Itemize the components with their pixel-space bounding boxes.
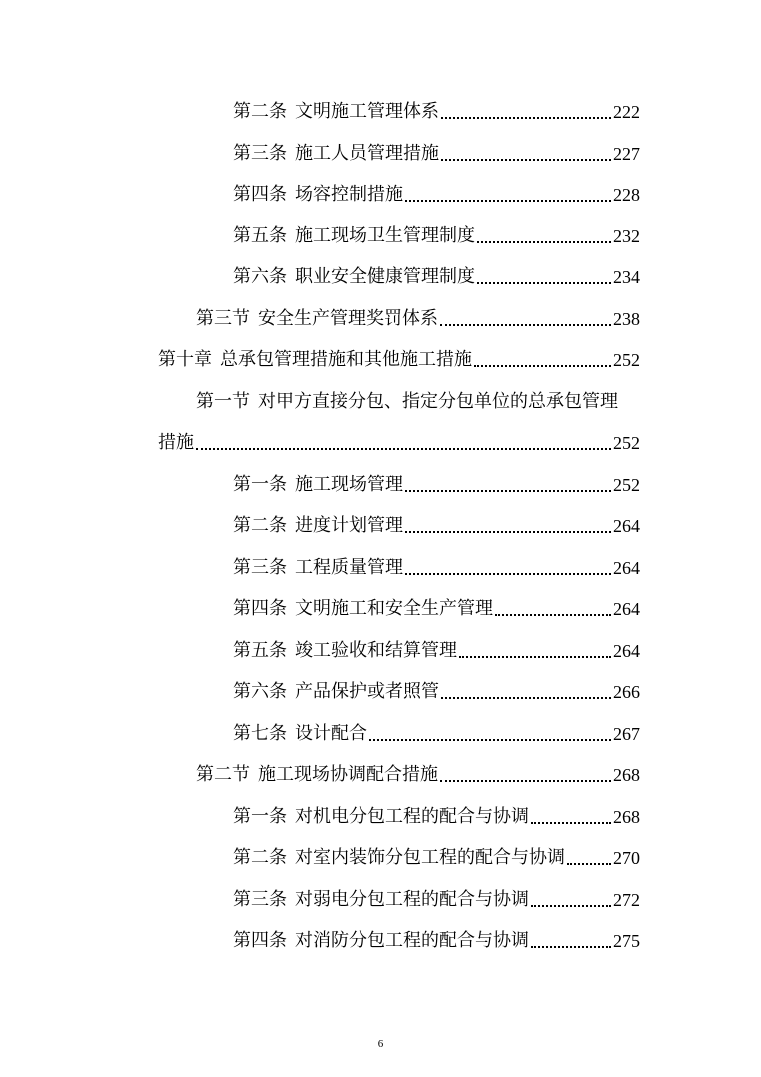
toc-entry-page: 227 [613, 144, 640, 164]
dot-leader [531, 822, 611, 824]
dot-leader [477, 282, 611, 284]
toc-entry-page: 275 [613, 931, 640, 951]
toc-entry-number: 第一节 [196, 391, 250, 412]
toc-entry[interactable] [233, 591, 640, 621]
toc-entry[interactable] [233, 840, 640, 870]
toc-entry-title: 对甲方直接分包、指定分包单位的总承包管理 [258, 391, 618, 412]
toc-entry-number: 第二条 [233, 101, 287, 122]
toc-entry[interactable] [233, 508, 640, 538]
dot-leader [495, 614, 611, 616]
toc-entry[interactable] [233, 259, 640, 289]
toc-entry-page: 228 [613, 185, 640, 205]
toc-entry-title: 施工人员管理措施 [295, 143, 439, 164]
dot-leader [405, 573, 611, 575]
toc-entry-title: 对室内装饰分包工程的配合与协调 [295, 847, 565, 868]
toc-entry-page: 266 [613, 682, 640, 702]
toc-entry-title: 工程质量管理 [295, 557, 403, 578]
dot-leader [405, 200, 611, 202]
toc-entry[interactable] [233, 882, 640, 912]
toc-entry-title: 对弱电分包工程的配合与协调 [295, 889, 529, 910]
toc-entry-page: 272 [613, 890, 640, 910]
toc-entry-page: 270 [613, 848, 640, 868]
toc-entry-number: 第五条 [233, 225, 287, 246]
toc-entry-title: 场容控制措施 [295, 184, 403, 205]
toc-entry-page: 238 [613, 309, 640, 329]
toc-entry[interactable] [233, 799, 640, 829]
toc-entry-number: 第四条 [233, 598, 287, 619]
dot-leader [405, 531, 611, 533]
toc-entry[interactable] [233, 716, 640, 746]
toc-entry-page: 264 [613, 516, 640, 536]
dot-leader [196, 448, 611, 450]
toc-entry-number: 第一条 [233, 806, 287, 827]
toc-entry-page: 267 [613, 724, 640, 744]
toc-entry[interactable] [233, 467, 640, 497]
toc-entry-continuation[interactable] [158, 425, 640, 455]
toc-entry-page: 264 [613, 641, 640, 661]
toc-entry-title: 设计配合 [295, 723, 367, 744]
toc-entry-number: 第七条 [233, 723, 287, 744]
dot-leader [440, 780, 611, 782]
dot-leader [441, 117, 611, 119]
toc-entry-page: 252 [613, 433, 640, 453]
toc-entry-title: 职业安全健康管理制度 [295, 266, 475, 287]
toc-entry-number: 第三条 [233, 889, 287, 910]
toc-entry-title: 文明施工管理体系 [295, 101, 439, 122]
toc-entry-title: 对消防分包工程的配合与协调 [295, 930, 529, 951]
dot-leader [459, 656, 611, 658]
dot-leader [441, 159, 611, 161]
toc-entry-page: 252 [613, 350, 640, 370]
toc-entry[interactable] [233, 674, 640, 704]
toc-entry-number: 第四条 [233, 184, 287, 205]
toc-entry[interactable] [233, 923, 640, 953]
toc-entry-page: 264 [613, 599, 640, 619]
toc-entry-number: 第十章 [158, 349, 212, 370]
toc-entry-title-continuation: 措施 [158, 432, 194, 453]
dot-leader [531, 905, 611, 907]
toc-entry-page: 268 [613, 765, 640, 785]
toc-entry-page: 268 [613, 807, 640, 827]
toc-entry-title: 对机电分包工程的配合与协调 [295, 806, 529, 827]
toc-entry-title: 施工现场卫生管理制度 [295, 225, 475, 246]
toc-entry-title: 产品保护或者照管 [295, 681, 439, 702]
toc-entry-title: 施工现场管理 [295, 474, 403, 495]
toc-entry-number: 第一条 [233, 474, 287, 495]
toc-entry-number: 第二条 [233, 847, 287, 868]
toc-entry-title: 竣工验收和结算管理 [295, 640, 457, 661]
toc-entry-number: 第三节 [196, 308, 250, 329]
page-number: 6 [377, 1038, 384, 1050]
toc-entry[interactable] [196, 757, 640, 787]
toc-entry-number: 第四条 [233, 930, 287, 951]
toc-entry-number: 第二条 [233, 515, 287, 536]
toc-entry-page: 232 [613, 226, 640, 246]
dot-leader [477, 241, 611, 243]
toc-entry-number: 第三条 [233, 143, 287, 164]
toc-entry[interactable] [233, 633, 640, 663]
toc-entry-number: 第六条 [233, 681, 287, 702]
toc-entry-title: 总承包管理措施和其他施工措施 [220, 349, 472, 370]
toc-entry[interactable] [233, 94, 640, 124]
toc-entry-number: 第六条 [233, 266, 287, 287]
toc-entry-number: 第二节 [196, 764, 250, 785]
toc-entry-number: 第三条 [233, 557, 287, 578]
toc-entry-page: 234 [613, 267, 640, 287]
toc-entry[interactable] [233, 550, 640, 580]
dot-leader [441, 697, 611, 699]
dot-leader [369, 739, 611, 741]
dot-leader [474, 365, 611, 367]
dot-leader [440, 324, 611, 326]
dot-leader [405, 490, 611, 492]
dot-leader [531, 946, 611, 948]
toc-entry[interactable] [233, 218, 640, 248]
toc-entry-title: 安全生产管理奖罚体系 [258, 308, 438, 329]
toc-entry[interactable] [233, 177, 640, 207]
dot-leader [567, 863, 611, 865]
toc-entry[interactable] [233, 136, 640, 166]
toc-entry-title: 进度计划管理 [295, 515, 403, 536]
toc-entry-page: 252 [613, 475, 640, 495]
toc-entry[interactable] [158, 342, 640, 372]
toc-entry-title: 文明施工和安全生产管理 [295, 598, 493, 619]
toc-entry-page: 264 [613, 558, 640, 578]
toc-entry-first-line[interactable] [196, 384, 646, 414]
toc-entry-number: 第五条 [233, 640, 287, 661]
toc-entry[interactable] [196, 301, 640, 331]
toc-entry-title: 施工现场协调配合措施 [258, 764, 438, 785]
toc-entry-page: 222 [613, 102, 640, 122]
